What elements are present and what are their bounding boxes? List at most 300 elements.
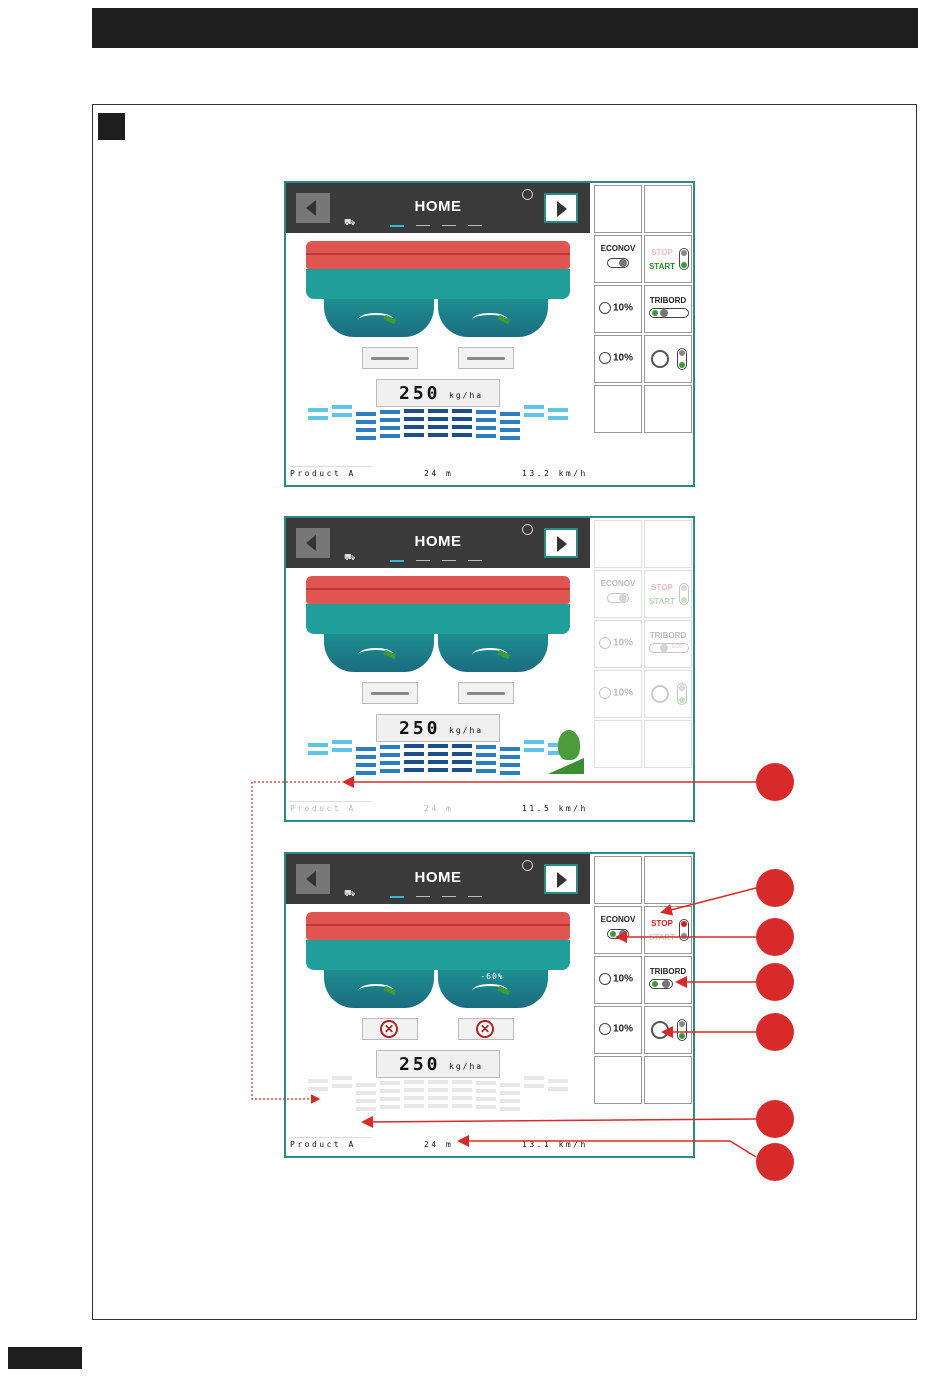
rate-minus-key[interactable] [594,1006,642,1054]
spread-segment [356,1107,376,1111]
arrow-right-icon [557,201,567,217]
auto-rate-key[interactable] [644,335,692,383]
spread-segment [428,744,448,748]
spread-segment [476,434,496,438]
rate-minus-value: 10% [613,687,634,699]
speed-value: 13.1 km/h [522,1140,588,1149]
stop-start-toggle [679,583,689,605]
close-icon: ✕ [476,1020,494,1038]
hopper-seam [306,588,570,590]
toggle-knob [619,594,627,602]
rate-minus [599,1023,639,1035]
rate-minus [599,352,639,364]
toggle-led [679,1033,685,1039]
spread-segment [308,416,328,420]
rate-plus [599,637,639,649]
spread-segment [380,1089,400,1093]
arrow-right-icon [557,872,567,888]
spread-segment [500,1099,520,1103]
spread-segment [500,412,520,416]
spread-segment [500,771,520,775]
tractor-icon: ⛟ [344,552,356,562]
spread-segment [332,413,352,417]
spread-segment [452,752,472,756]
arrow-right-icon [557,536,567,552]
tractor-icon: ⛟ [344,888,356,898]
spread-segment [548,416,568,420]
empty-key[interactable] [594,720,642,768]
figure-marker [98,113,125,140]
page-indicator [442,560,456,561]
spread-segment [428,1088,448,1092]
screen-header [286,854,590,904]
spread-segment [476,1097,496,1101]
prev-page-button[interactable] [296,193,330,223]
spread-segment [404,417,424,421]
product-label: Product A [290,469,356,478]
home-screen-2 [284,516,695,822]
gate-opening [467,357,505,360]
footer-divider [290,1137,372,1138]
tribord-key[interactable] [644,620,692,668]
rate-minus-key[interactable] [594,670,642,718]
page-indicator [416,225,430,226]
plus-circle-icon [599,973,611,985]
header-bar [92,8,918,48]
stop-start-toggle [679,919,689,941]
spread-segment [452,1104,472,1108]
spread-segment [308,751,328,755]
spread-segment [308,1087,328,1091]
field-border-icon [548,730,584,774]
toggle-knob [679,685,685,691]
spread-segment [356,1091,376,1095]
spread-segment [452,760,472,764]
stop-label: STOP [651,919,673,928]
spread-segment [428,433,448,437]
empty-key[interactable] [594,520,642,568]
rate-minus-value: 10% [613,352,634,364]
spread-segment [428,1096,448,1100]
empty-key[interactable] [644,385,692,433]
toggle-led [681,262,687,268]
toggle-knob [681,250,687,256]
toggle-knob [660,309,668,317]
arrow-left-icon [306,535,316,551]
spread-segment [476,753,496,757]
spread-segment [404,1096,424,1100]
rate-plus-key[interactable] [594,285,642,333]
spread-segment [500,1083,520,1087]
spread-segment [380,769,400,773]
spread-segment [476,745,496,749]
toggle-led [610,931,616,937]
spread-segment [452,425,472,429]
spread-segment [428,417,448,421]
gps-icon [522,860,533,871]
spread-segment [332,1076,352,1080]
screen-title: HOME [414,869,462,886]
spread-segment [380,418,400,422]
speed-value: 11.5 km/h [522,804,588,813]
rate-plus-value: 10% [613,973,634,985]
spread-segment [380,410,400,414]
callout-marker [756,918,794,956]
dose-display[interactable] [376,379,500,407]
tribord-label: TRIBORD [649,631,687,640]
spread-segment [452,1096,472,1100]
spread-segment [500,747,520,751]
spread-segment [500,1107,520,1111]
spread-segment [380,426,400,430]
page-indicator [442,896,456,897]
auto-rate-key[interactable] [644,1006,692,1054]
spread-segment [356,412,376,416]
spread-segment [476,1089,496,1093]
working-width: 24 m [424,804,454,813]
callout-marker [756,763,794,801]
toggle-knob [619,259,627,267]
empty-key[interactable] [644,1056,692,1104]
product-label: Product A [290,804,356,813]
rate-minus-key[interactable] [594,335,642,383]
spread-segment [500,436,520,440]
footer-divider [290,801,372,802]
econov-toggle [607,593,629,603]
page-indicator [442,225,456,226]
disc-reduction: -60% [480,972,504,981]
toggle-led [681,921,687,927]
close-icon: ✕ [380,1020,398,1038]
spread-segment [452,409,472,413]
toggle-knob [662,980,670,988]
start-label: START [648,933,676,942]
spread-pattern [308,744,578,786]
gate-opening [371,357,409,360]
spread-segment [428,760,448,764]
spread-segment [356,763,376,767]
next-page-button[interactable] [544,864,578,894]
left-spread-disc [324,634,434,672]
screen-title: HOME [414,533,462,550]
spread-segment [548,1079,568,1083]
right-gate [458,347,514,369]
empty-key[interactable] [594,185,642,233]
toggle-led [652,310,658,316]
left-gate-closed [362,1018,418,1040]
right-gate-closed [458,1018,514,1040]
toggle-knob [679,350,685,356]
empty-key[interactable] [594,385,642,433]
rate-plus-value: 10% [613,637,634,649]
ground-shape [548,758,584,774]
spread-segment [500,1091,520,1095]
spread-segment [500,420,520,424]
spread-segment [380,745,400,749]
rate-plus-key[interactable] [594,956,642,1004]
tribord-toggle [649,643,689,653]
empty-key[interactable] [594,1056,642,1104]
rate-plus-value: 10% [613,302,634,314]
toggle-knob [681,933,687,939]
empty-key[interactable] [644,520,692,568]
spread-segment [404,1104,424,1108]
gps-icon [522,189,533,200]
page-indicator [390,225,404,227]
plus-circle-icon [599,302,611,314]
gate-opening [467,692,505,695]
page-indicator [390,560,404,562]
working-width: 24 m [424,1140,454,1149]
spread-segment [452,768,472,772]
minus-circle-icon [599,687,611,699]
spread-segment [524,405,544,409]
hopper-seam [306,924,570,926]
gps-icon [522,524,533,535]
spread-segment [500,428,520,432]
spread-segment [428,1080,448,1084]
page-indicator [468,225,482,226]
toggle-knob [619,930,627,938]
screen-title: HOME [414,198,462,215]
spread-segment [308,1079,328,1083]
tribord-label: TRIBORD [649,967,687,976]
prev-page-button[interactable] [296,864,330,894]
minus-circle-icon [599,352,611,364]
page-indicator [468,896,482,897]
tree-shape [558,730,580,760]
spread-segment [404,760,424,764]
page-indicator [468,560,482,561]
arrow-left-icon [306,200,316,216]
right-spread-disc [438,299,548,337]
spread-segment [380,761,400,765]
screen-header [286,183,590,233]
tribord-toggle [649,979,673,989]
home-screen-1 [284,181,695,487]
empty-key[interactable] [594,856,642,904]
left-spread-disc [324,970,434,1008]
dose-value: 250 [399,718,441,739]
tribord-toggle [649,308,689,318]
callout-marker [756,869,794,907]
auto-rate-toggle [677,683,687,705]
spread-segment [404,1080,424,1084]
page-tab [8,1347,82,1369]
footer-divider [290,466,372,467]
next-page-button[interactable] [544,193,578,223]
page-indicator [416,560,430,561]
spread-segment [476,1081,496,1085]
econov-toggle [607,929,629,939]
spread-segment [380,1105,400,1109]
next-page-button[interactable] [544,528,578,558]
tribord-badge: ECO [672,644,683,650]
spread-segment [332,1084,352,1088]
spread-segment [404,409,424,413]
spread-segment [452,1080,472,1084]
rate-plus [599,973,639,985]
home-screen-3 [284,852,695,1158]
dose-value: 250 [399,1054,441,1075]
gate-opening [371,692,409,695]
hopper-lid [306,912,570,940]
econov-label: ECONOV [600,579,636,588]
auto-rate-toggle [677,348,687,370]
speed-value: 13.2 km/h [522,469,588,478]
spread-segment [380,753,400,757]
hopper-lid [306,576,570,604]
spread-segment [380,1097,400,1101]
spread-segment [356,1083,376,1087]
left-gate [362,347,418,369]
spread-segment [500,755,520,759]
hopper-body [306,604,570,634]
spread-segment [356,436,376,440]
spread-segment [332,740,352,744]
stop-label: STOP [651,248,673,257]
spread-segment [452,744,472,748]
refresh-icon [651,350,669,368]
tractor-icon: ⛟ [344,217,356,227]
stop-start-toggle [679,248,689,270]
hopper-seam [306,253,570,255]
spread-segment [356,1099,376,1103]
toggle-knob [681,585,687,591]
toggle-led [681,597,687,603]
spread-segment [308,408,328,412]
callout-marker [756,963,794,1001]
callout-marker [756,1013,794,1051]
right-spread-disc [438,634,548,672]
empty-key[interactable] [644,856,692,904]
econov-key[interactable] [594,906,642,954]
plus-circle-icon [599,637,611,649]
spread-segment [548,1087,568,1091]
spread-segment [404,744,424,748]
spread-segment [476,1105,496,1109]
tribord-label: TRIBORD [649,296,687,305]
econov-key[interactable] [594,570,642,618]
product-label: Product A [290,1140,356,1149]
spread-segment [332,405,352,409]
page-indicator [390,896,404,898]
stop-start-key[interactable] [644,235,692,283]
rate-plus [599,302,639,314]
spread-pattern [308,1080,578,1122]
hopper-body [306,269,570,299]
spread-segment [428,768,448,772]
stop-start-key[interactable] [644,906,692,954]
right-spread-disc [438,970,548,1008]
left-spread-disc [324,299,434,337]
spread-segment [476,418,496,422]
refresh-icon [651,1021,669,1039]
toggle-led [652,981,658,987]
econov-key[interactable] [594,235,642,283]
spread-segment [356,771,376,775]
spread-segment [476,410,496,414]
hopper-body [306,940,570,970]
dose-unit: kg/ha [449,726,484,735]
left-gate [362,682,418,704]
dose-display[interactable] [376,1050,500,1078]
page-indicator [416,896,430,897]
empty-key[interactable] [644,185,692,233]
callout-marker [756,1100,794,1138]
spread-segment [428,409,448,413]
spread-segment [308,743,328,747]
callout-marker [756,1143,794,1181]
spread-segment [404,433,424,437]
working-width: 24 m [424,469,454,478]
dose-display[interactable] [376,714,500,742]
prev-page-button[interactable] [296,528,330,558]
spread-segment [476,769,496,773]
spread-segment [332,748,352,752]
rate-plus-key[interactable] [594,620,642,668]
toggle-knob [660,644,668,652]
minus-circle-icon [599,1023,611,1035]
refresh-icon [651,685,669,703]
arrow-left-icon [306,871,316,887]
rate-minus [599,687,639,699]
spread-segment [452,417,472,421]
rate-minus-value: 10% [613,1023,634,1035]
spread-segment [452,1088,472,1092]
auto-rate-key[interactable] [644,670,692,718]
tribord-key[interactable] [644,956,692,1004]
spread-segment [524,1076,544,1080]
stop-start-key[interactable] [644,570,692,618]
toggle-knob [679,1021,685,1027]
tribord-key[interactable] [644,285,692,333]
econov-toggle [607,258,629,268]
spread-segment [356,428,376,432]
auto-rate-toggle [677,1019,687,1041]
spread-segment [524,413,544,417]
spread-segment [380,434,400,438]
spread-segment [428,425,448,429]
spread-segment [476,426,496,430]
toggle-led [679,697,685,703]
spread-segment [356,755,376,759]
empty-key[interactable] [644,720,692,768]
start-label: START [648,597,676,606]
dose-value: 250 [399,383,441,404]
spread-segment [524,1084,544,1088]
hopper-lid [306,241,570,269]
dose-unit: kg/ha [449,1062,484,1071]
spread-segment [356,420,376,424]
spread-segment [452,433,472,437]
right-gate [458,682,514,704]
spread-segment [524,748,544,752]
econov-label: ECONOV [600,915,636,924]
spread-segment [500,763,520,767]
stop-label: STOP [651,583,673,592]
spread-segment [380,1081,400,1085]
spread-segment [548,408,568,412]
spread-pattern [308,409,578,451]
spread-segment [428,1104,448,1108]
spread-segment [404,752,424,756]
spread-segment [428,752,448,756]
spread-segment [476,761,496,765]
spread-segment [404,425,424,429]
spread-segment [404,1088,424,1092]
spread-segment [524,740,544,744]
